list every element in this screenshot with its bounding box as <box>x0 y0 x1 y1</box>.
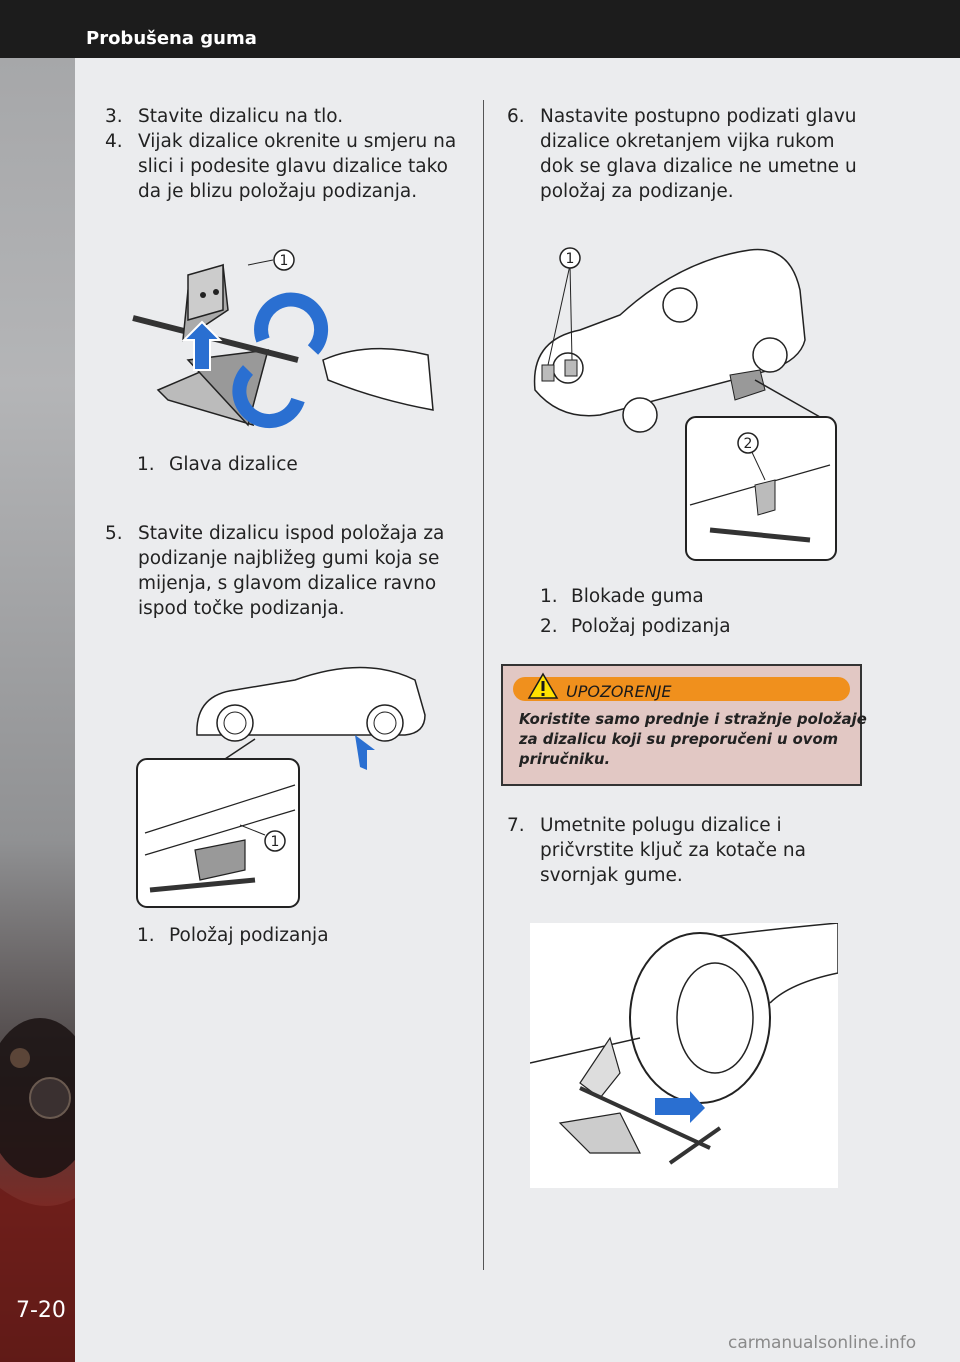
step-number: 5. <box>105 523 123 544</box>
step-text-line: položaj za podizanje. <box>540 181 734 202</box>
warning-line: Koristite samo prednje i stražnje položaje <box>519 711 867 728</box>
jack-head-figure <box>128 240 438 430</box>
step-number: 4. <box>105 131 123 152</box>
step-number: 3. <box>105 106 123 127</box>
caption-text: Položaj podizanja <box>571 616 731 637</box>
step-text-line: podizanje najbližeg gumi koja se <box>138 548 440 569</box>
fig3-callout-2: 2 <box>743 436 753 452</box>
jack-lever-figure <box>530 923 838 1188</box>
caption-number: 2. <box>540 616 558 637</box>
step-text-line: Umetnite polugu dizalice i <box>540 815 782 836</box>
page-number: 7-20 <box>16 1298 66 1323</box>
car-lifted-figure <box>530 240 840 565</box>
column-divider <box>483 100 484 1270</box>
step-text-line: dok se glava dizalice ne umetne u <box>540 156 857 177</box>
warning-box <box>501 664 867 786</box>
step-text-line: ispod točke podizanja. <box>138 598 345 619</box>
caption-text: Glava dizalice <box>169 454 298 475</box>
step-7 <box>507 813 867 888</box>
jack-position-figure <box>135 655 430 910</box>
fig3-caption-1 <box>540 584 840 609</box>
warning-header-bar <box>513 677 850 701</box>
step-text-line: svornjak gume. <box>540 865 683 886</box>
caption-text: Položaj podizanja <box>169 925 329 946</box>
fig3-caption-2 <box>540 614 840 639</box>
warning-line: priručniku. <box>519 751 611 768</box>
warning-triangle-icon <box>527 672 559 700</box>
warning-line: za dizalicu koji su preporučeni u ovom <box>519 731 839 748</box>
step-text-line: Stavite dizalicu ispod položaja za <box>138 523 445 544</box>
fig2-callout: 1 <box>270 834 280 850</box>
caption-number: 1. <box>540 586 558 607</box>
caption-text: Blokade guma <box>571 586 704 607</box>
caption-number: 1. <box>137 454 155 475</box>
fig3-callout-1: 1 <box>565 251 575 267</box>
sidebar-decoration <box>0 58 75 1362</box>
step-text-line: Vijak dizalice okrenite u smjeru na <box>138 131 457 152</box>
fig1-caption <box>137 452 437 477</box>
warning-text <box>519 710 867 770</box>
step-text-line: Nastavite postupno podizati glavu <box>540 106 857 127</box>
section-title: Probušena guma <box>86 28 257 49</box>
step-5 <box>105 521 465 621</box>
step-text-line: dizalice okretanjem vijka rukom <box>540 131 835 152</box>
step-number: 6. <box>507 106 525 127</box>
fig1-callout: 1 <box>279 253 289 269</box>
step-text-line: da je blizu položaju podizanja. <box>138 181 418 202</box>
step-text-line: mijenja, s glavom dizalice ravno <box>138 573 437 594</box>
step-6 <box>507 104 867 204</box>
step-text-line: pričvrstite ključ za kotače na <box>540 840 806 861</box>
headlight-graphic <box>0 58 75 1362</box>
page-header <box>0 0 960 58</box>
step-4 <box>105 129 465 204</box>
caption-number: 1. <box>137 925 155 946</box>
step-text: Stavite dizalicu na tlo. <box>138 106 344 127</box>
watermark: carmanualsonline.info <box>728 1333 917 1353</box>
warning-title: UPOZORENJE <box>566 682 672 701</box>
step-number: 7. <box>507 815 525 836</box>
fig2-caption <box>137 923 437 948</box>
step-text-line: slici i podesite glavu dizalice tako <box>138 156 448 177</box>
